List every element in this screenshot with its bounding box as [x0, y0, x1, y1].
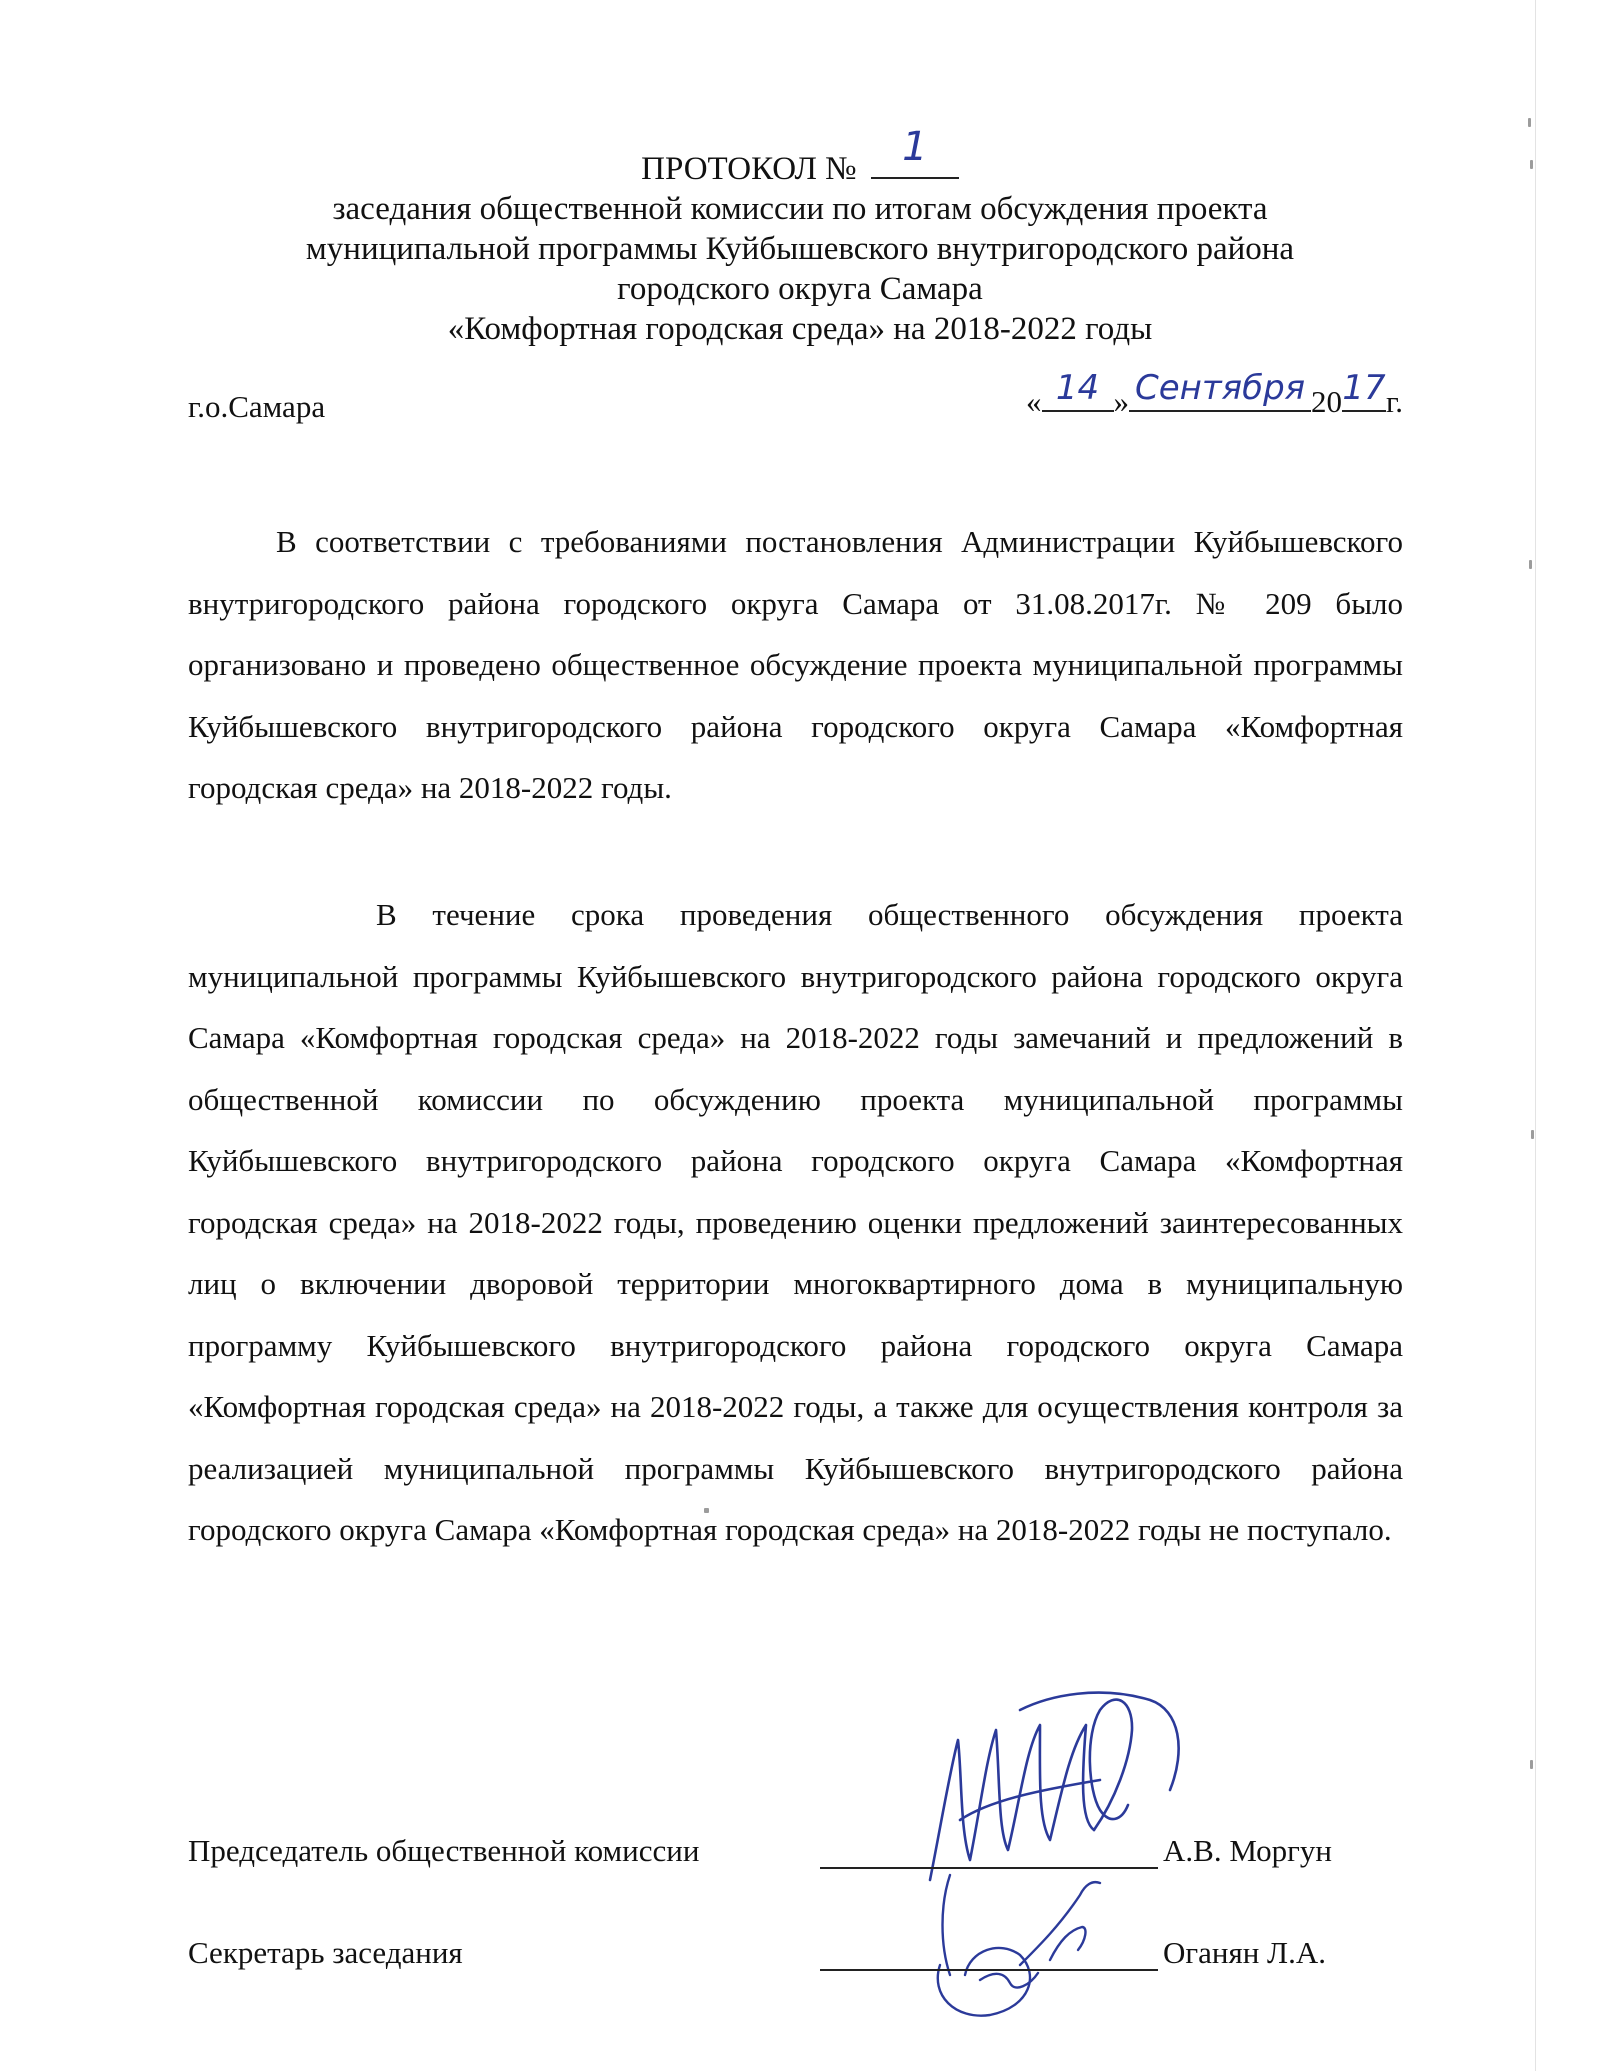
- secretary-signature: [910, 1855, 1130, 2025]
- day-blank: [1042, 368, 1114, 412]
- secretary-signature-line: [820, 1969, 1158, 1971]
- title-heading: [0, 124, 1600, 189]
- scan-speck: [1528, 118, 1531, 127]
- secretary-name: Оганян Л.А.: [1163, 1935, 1326, 1970]
- date-day: 14: [1055, 368, 1100, 408]
- scan-speck: [1529, 560, 1532, 569]
- title-line-3: городского округа Самара: [617, 271, 983, 307]
- body-paragraph-1: В соответствии с требованиями постановления Администрации Куйбышевского внутригородского района городского округа Самара от 31.08.2017г. № 209 было организовано и проведено общественное обсуждение проекта муниципальной программы Куйбышевского внутригородского района городского округа Самара «Комфортная городская среда» на 2018-2022 годы.: [188, 524, 1403, 805]
- month-blank: [1129, 368, 1311, 412]
- date-close-quote: »: [1113, 384, 1130, 419]
- secretary-role: Секретарь заседания: [188, 1935, 463, 1970]
- date-month: Сентября: [1134, 368, 1306, 408]
- document-date: [1026, 368, 1403, 420]
- title-line-4: «Комфортная городская среда» на 2018-2022 годы: [447, 311, 1153, 347]
- body-paragraph-2: В течение срока проведения общественного обсуждения проекта муниципальной программы Куйбышевского внутригородского района городского округа Самара «Комфортная городская среда» на 2018-2022 годы замечаний и предложений в общественной комиссии по обсуждению проекта муниципальной программы Куйбышевского внутригородского района городского округа Самара «Комфортная городская среда» на 2018-2022 годы, проведению оценки предложений заинтересованных лиц о включении дворовой территории многоквартирного дома в муниципальную программу Куйбышевского внутригородского района городского округа Самара «Комфортная городская среда» на 2018-2022 годы, а также для осуществления контроля за реализацией муниципальной программы Куйбышевского внутригородского района городского округа Самара «Комфортная городская среда» на 2018-2022 годы не поступало.: [188, 897, 1403, 1547]
- city-label: г.о.Самара: [188, 389, 326, 424]
- title-line-1: заседания общественной комиссии по итогам обсуждения проекта: [332, 191, 1268, 227]
- protocol-number-blank: [871, 124, 959, 179]
- date-year-suffix: 17: [1342, 368, 1386, 408]
- scan-speck: [1531, 1130, 1534, 1139]
- chairman-role: Председатель общественной комиссии: [188, 1833, 700, 1868]
- date-open-quote: «: [1026, 384, 1042, 419]
- year-prefix: 20: [1311, 384, 1343, 419]
- scan-speck: [1530, 1760, 1533, 1769]
- chairman-name: А.В. Моргун: [1163, 1833, 1332, 1868]
- protocol-number: 1: [902, 124, 928, 170]
- year-blank: [1342, 368, 1386, 412]
- title-line-2: муниципальной программы Куйбышевского внутригородского района: [305, 231, 1295, 267]
- title-prefix: ПРОТОКОЛ №: [641, 151, 857, 187]
- chairman-signature-line: [820, 1867, 1158, 1869]
- document-title: [0, 124, 1600, 349]
- year-unit: г.: [1386, 384, 1403, 419]
